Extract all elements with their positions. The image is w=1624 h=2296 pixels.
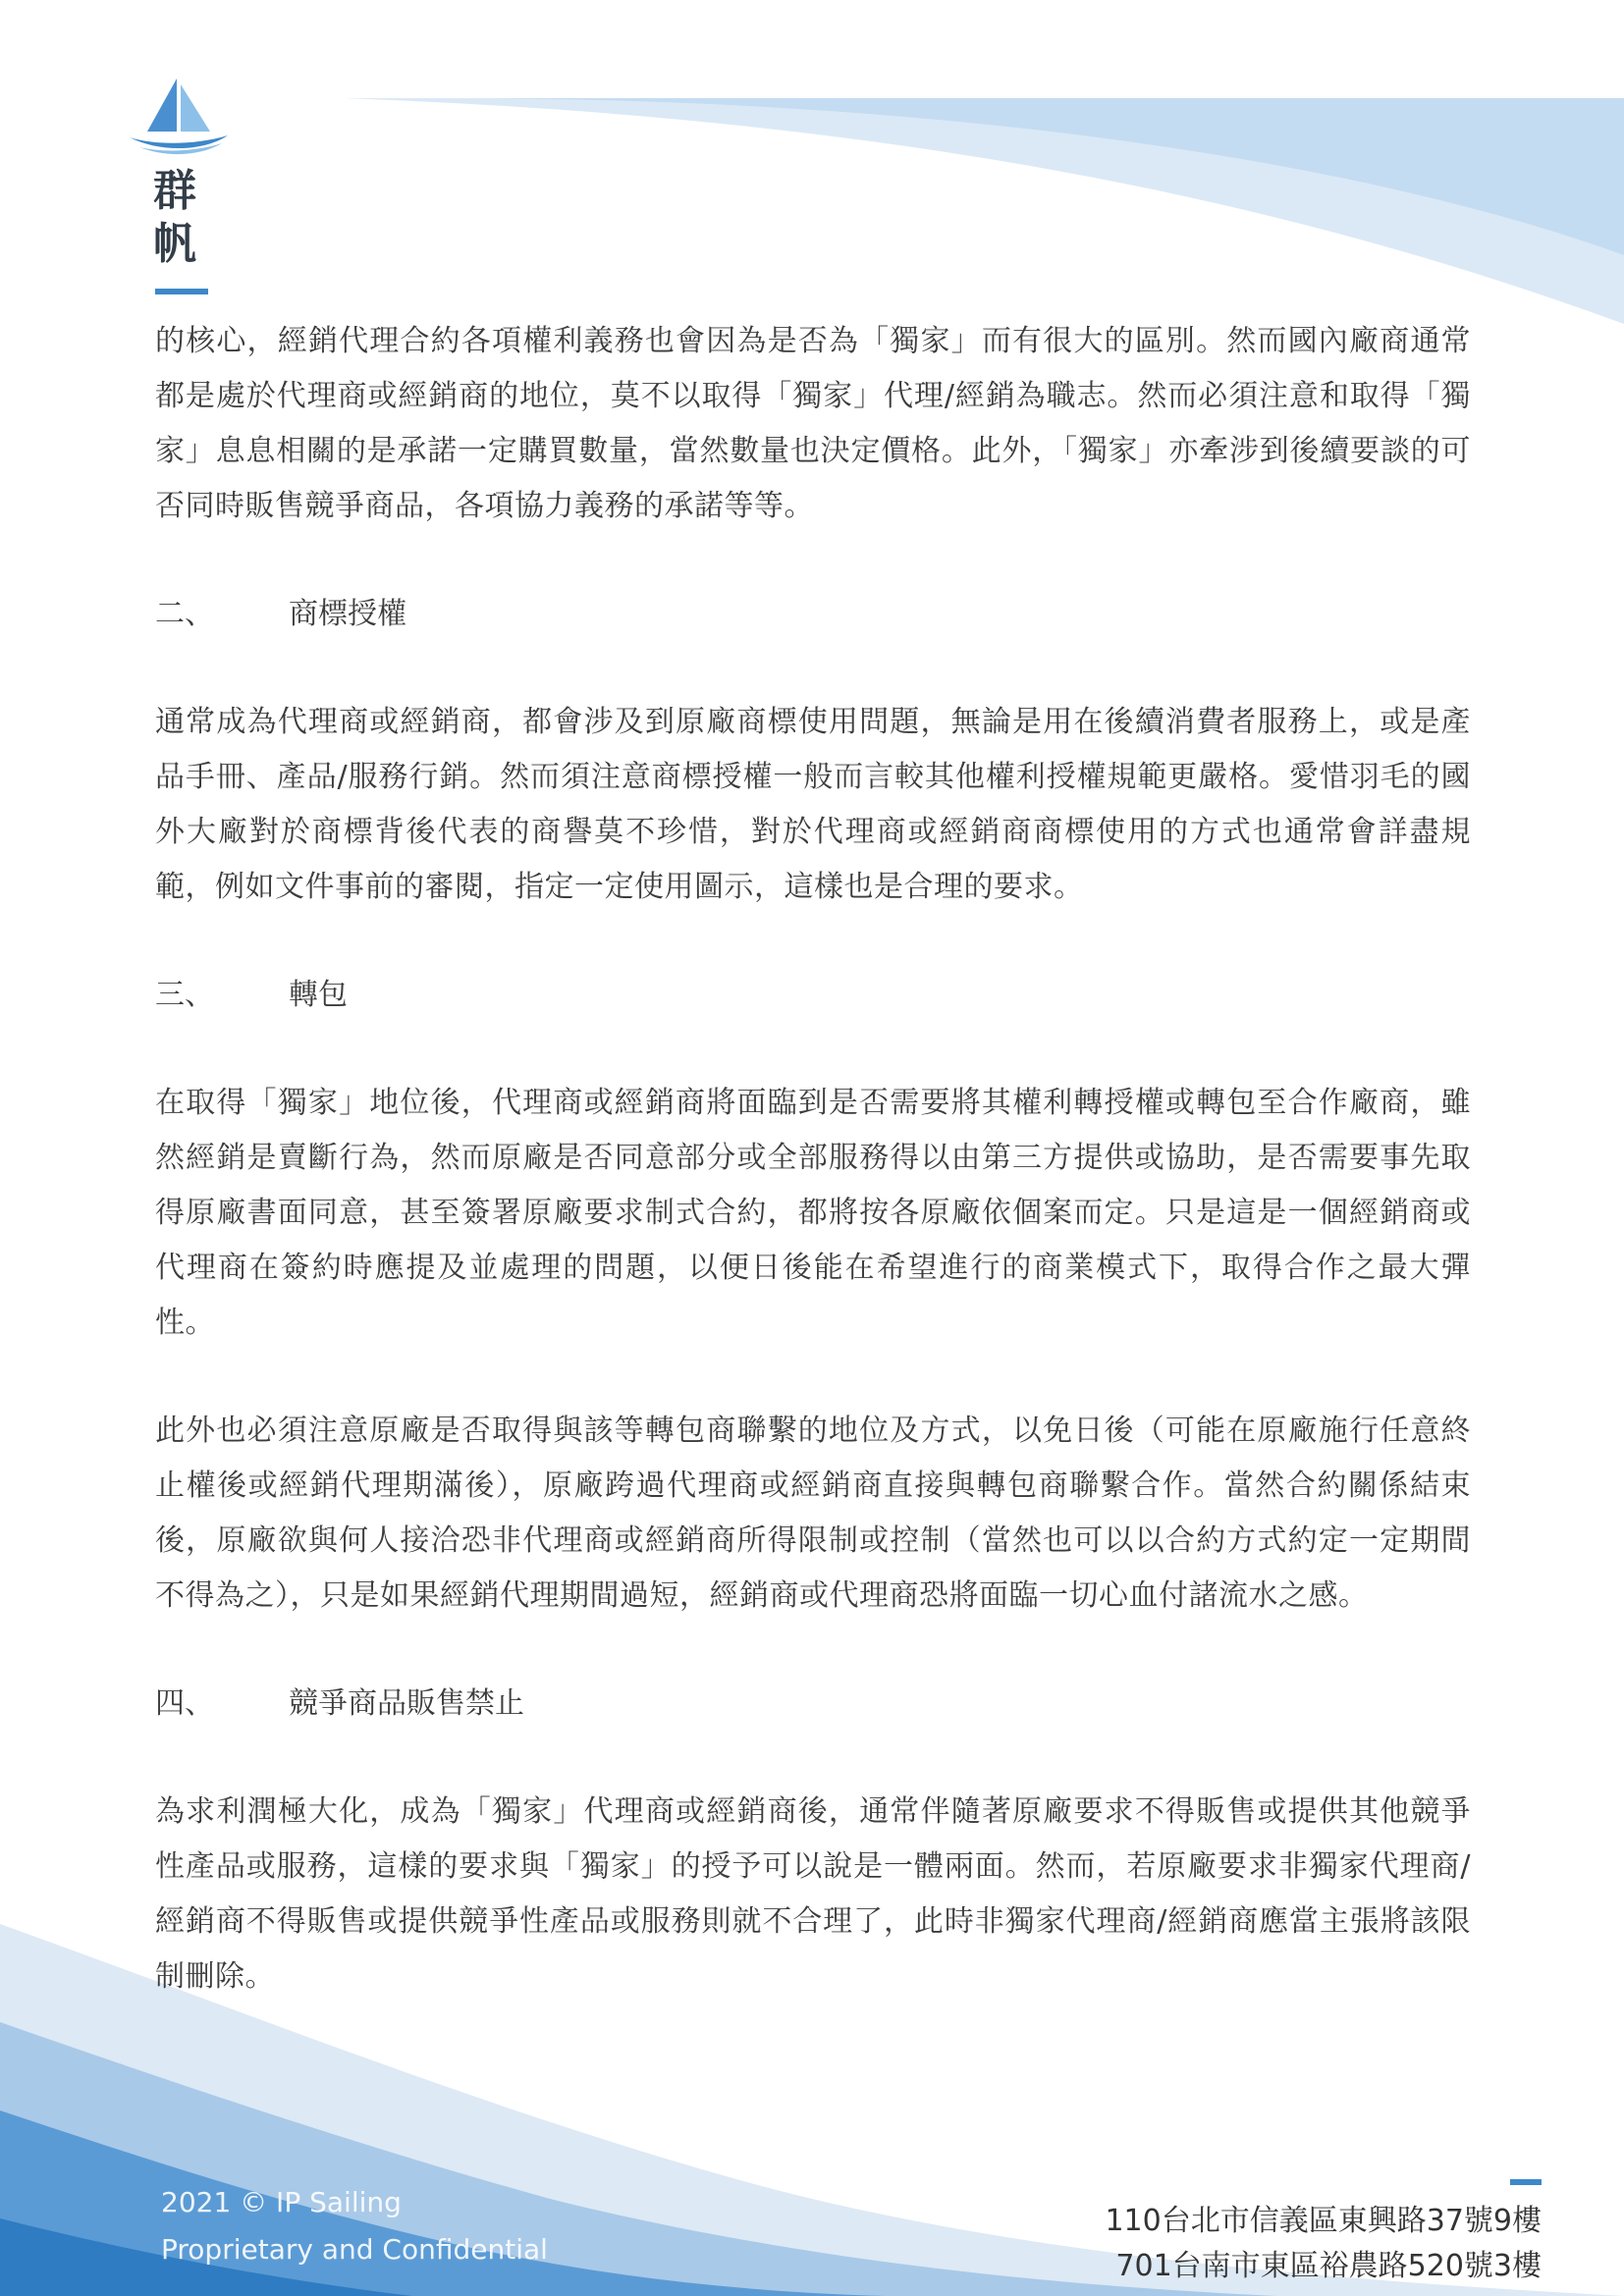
paragraph: 此外也必須注意原廠是否取得與該等轉包商聯繫的地位及方式，以免日後（可能在原廠施行任意終止權後或經銷代理期滿後），原廠跨過代理商或經銷商直接與轉包商聯繫合作。當然合約關係結束後，原廠欲與何人接洽恐非代理商或經銷商所得限制或控制（當然也可以以合約方式約定一定期間不得為之），只是如果經銷代理期間過短，經銷商或代理商恐將面臨一切心血付諸流水之感。 (155, 1414, 1471, 1613)
confidential-text: Proprietary and Confidential (161, 2233, 548, 2266)
section-heading (155, 968, 1471, 1023)
section-number: 三、 (155, 978, 214, 1012)
footer-addresses (1105, 2199, 1542, 2289)
address-tainan: 701台南市東區裕農路520號3樓 (1115, 2249, 1542, 2283)
paragraph: 在取得「獨家」地位後，代理商或經銷商將面臨到是否需要將其權利轉授權或轉包至合作廠商，雖然經銷是賣斷行為，然而原廠是否同意部分或全部服務得以由第三方提供或協助，是否需要事先取得原廠書面同意，甚至簽署原廠要求制式合約，都將按各原廠依個案而定。只是這是一個經銷商或代理商在簽約時應提及並處理的問題，以便日後能在希望進行的商業模式下，取得合作之最大彈性。 (155, 1086, 1471, 1340)
section-heading (155, 587, 1471, 642)
section-title: 競爭商品販售禁止 (289, 1686, 524, 1721)
document-body (155, 314, 1471, 2057)
section-number: 四、 (155, 1686, 214, 1721)
section-number: 二、 (155, 597, 214, 631)
section-title: 轉包 (289, 978, 348, 1012)
logo (126, 77, 234, 155)
copyright-text: 2021 © IP Sailing (161, 2186, 402, 2218)
section-title: 商標授權 (289, 597, 406, 631)
address-taipei: 110台北市信義區東興路37號9樓 (1105, 2204, 1542, 2238)
footer-copyright (161, 2179, 548, 2273)
logo-char-1: 群 (153, 166, 196, 216)
paragraph: 通常成為代理商或經銷商，都會涉及到原廠商標使用問題，無論是用在後續消費者服務上，或是產品手冊、產品/服務行銷。然而須注意商標授權一般而言較其他權利授權規範更嚴格。愛惜羽毛的國外大廠對於商標背後代表的商譽莫不珍惜，對於代理商或經銷商商標使用的方式也通常會詳盡規範，例如文件事前的審閱，指定一定使用圖示，這樣也是合理的要求。 (155, 705, 1471, 904)
footer-accent-bar (1510, 2179, 1542, 2185)
sailboat-logo-icon (126, 77, 232, 155)
logo-underline (155, 289, 208, 294)
paragraph: 為求利潤極大化，成為「獨家」代理商或經銷商後，通常伴隨著原廠要求不得販售或提供其他競爭性產品或服務，這樣的要求與「獨家」的授予可以說是一體兩面。然而，若原廠要求非獨家代理商/經銷商不得販售或提供競爭性產品或服務則就不合理了，此時非獨家代理商/經銷商應當主張將該限制刪除。 (155, 1794, 1471, 1994)
paragraph: 的核心，經銷代理合約各項權利義務也會因為是否為「獨家」而有很大的區別。然而國內廠商通常都是處於代理商或經銷商的地位，莫不以取得「獨家」代理/經銷為職志。然而必須注意和取得「獨家」息息相關的是承諾一定購買數量，當然數量也決定價格。此外，「獨家」亦牽涉到後續要談的可否同時販售競爭商品，各項協力義務的承諾等等。 (155, 324, 1471, 523)
section-heading (155, 1677, 1471, 1732)
logo-text (153, 165, 206, 271)
logo-char-2: 帆 (153, 219, 196, 269)
